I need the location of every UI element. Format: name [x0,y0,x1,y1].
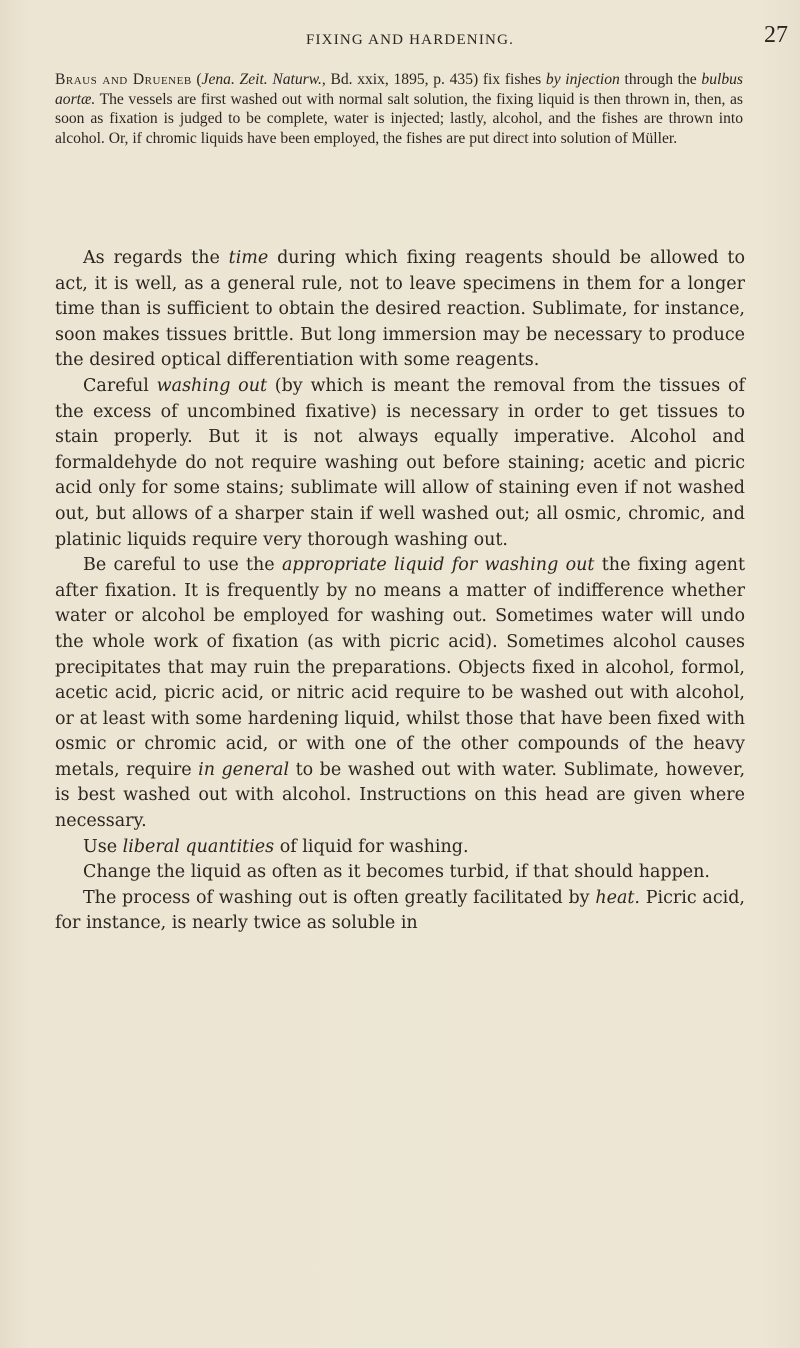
text-run: Picric acid, for instance, is nearly twice as soluble in [55,887,745,934]
italic-term: liberal quantities [122,836,275,857]
text-run: the fixing agent after fixation. It is frequently by no means a matter of indifference whether water or alcohol be employed for washing out. Sometimes water will undo the whole work of fixation (as with picric acid). Sometimes alcohol causes precipitates that may ruin the preparations. Objects fixed in alcohol, formol, acetic acid, picric acid, or nitric acid require to be washed out with alcohol, or at least with some hardening liquid, whilst those that have been fixed with osmic or chromic acid, or with one of the other compounds of the heavy metals, require [55,555,745,780]
note-text: , Bd. xxix, 1895, p. 435) fix fishes [321,71,546,88]
text-run: during which fixing reagents should be allowed to act, it is well, as a general rule, not to leave specimens in them for a longer time than is sufficient to obtain the desired reaction. Sublimate, for instance, soon makes tissues brittle. But long immersion may be necessary to produce the desired optical differentiation with some reagents. [55,248,746,371]
paragraph-time [55,246,745,374]
note-italic: bulbus aortæ. [55,71,743,108]
paragraph-change-liquid: Change the liquid as often as it becomes turbid, if that should happen. [83,862,710,883]
note-text: The vessels are first washed out with normal salt solution, the fixing liquid is then thrown in, then, as soon as fixation is judged to be complete, water is injected; lastly, alcohol, and the fishes are thrown into alcohol. Or, if chromic liquids have been employed, the fishes are put direct into solution of Müller. [55,90,743,147]
italic-term: washing out [156,375,267,396]
text-run: to be washed out with water. Sublimate, however, is best washed out with alcohol. Instructions on this head are given where necessary. [55,759,746,832]
paragraph-liberal-quantities [55,835,745,861]
text-run: Be careful to use the [83,555,282,576]
text-run: Careful [83,375,157,396]
text-run: As regards the [83,248,229,268]
text-run: of liquid for washing. [274,836,469,857]
small-print-note: Braus and Drueneb (Jena. Zeit. Naturw., Bd. xxix, 1895, p. 435) fix fishes by injection through the bulbus aortæ. The vessels are first washed out with normal salt solution, the fixing liquid is then thrown in, then, as soon as fixation is judged to be complete, water is injected; lastly, alcohol, and the fishes are thrown into alcohol. Or, if chromic liquids have been employed, the fishes are put direct into solution of Müller. [55,71,743,147]
note-italic: by injection [545,71,620,88]
text-run: Use [83,836,123,857]
page-number: 27 [764,22,788,48]
note-citation: Jena. Zeit. Naturw. [201,71,322,88]
italic-term: time [228,248,269,268]
paragraph-heat [55,886,745,937]
italic-term: heat. [595,887,640,908]
paragraph-appropriate-liquid [55,553,745,835]
body-text [55,246,745,937]
note-authors: Braus and Drueneb [55,71,192,88]
running-title: FIXING AND HARDENING. [305,32,515,48]
paragraph-washing-out [55,374,745,553]
text-run: (by which is meant the removal from the tissues of the excess of uncombined fixative) is necessary in order to get tissues to stain properly. But it is not always equally imperative. Alcohol and formaldehyde do not require washing out before staining; acetic and picric acid only for some stains; sublimate will allow of staining even if not washed out, but allows of a sharper stain if well washed out; all osmic, chromic, and platinic liquids require very thorough washing out. [55,375,746,550]
italic-term: in general [198,759,290,780]
text-run: The process of washing out is often greatly facilitated by [83,887,596,908]
note-text: through the [619,71,702,88]
italic-term: appropriate liquid for washing out [281,555,595,576]
